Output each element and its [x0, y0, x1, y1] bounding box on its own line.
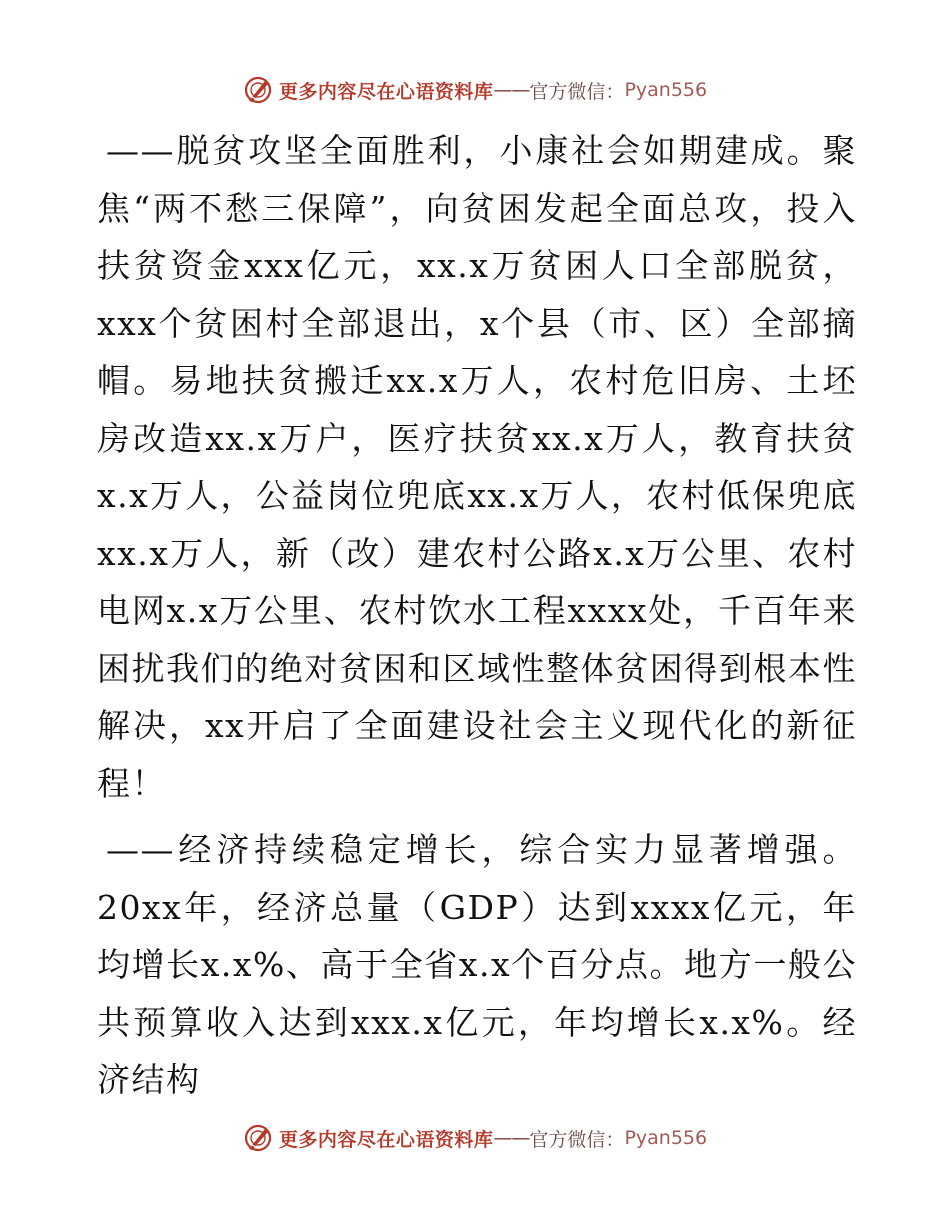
header-banner [0, 70, 950, 110]
banner-wechat-label: 官方微信： [529, 80, 625, 103]
quill-pen-logo-icon [243, 75, 273, 105]
banner-slogan: 更多内容尽在心语资料库 [278, 80, 494, 103]
banner-wechat-id: Pyan556 [624, 79, 708, 101]
footer-banner [0, 1118, 950, 1158]
paragraph-poverty-alleviation: ——脱贫攻坚全面胜利，小康社会如期建成。聚焦“两不愁三保障”，向贫困发起全面总攻，投入扶贫资金xxx亿元，xx.x万贫困人口全部脱贫，xxx个贫困村全部退出，x个县（市、区）全部摘帽。易地扶贫搬迁xx.x万人，农村危旧房、土坯房改造xx.x万户，医疗扶贫xx.x万人，教育扶贫x.x万人，公益岗位兜底xx.x万人，农村低保兜底xx.x万人，新（改）建农村公路x.x万公里、农村电网x.x万公里、农村饮水工程xxxx处，千百年来困扰我们的绝对贫困和区域性整体贫困得到根本性解决，xx开启了全面建设社会主义现代化的新征程！ [97, 131, 857, 803]
banner-wechat-id: Pyan556 [624, 1127, 708, 1149]
banner-dash: —— [493, 79, 530, 101]
banner-wechat-label: 官方微信： [529, 1128, 625, 1151]
quill-pen-logo-icon [243, 1123, 273, 1153]
banner-slogan: 更多内容尽在心语资料库 [278, 1128, 494, 1151]
banner-dash: —— [493, 1127, 530, 1149]
document-body [97, 122, 857, 1118]
paragraph-economic-growth: ——经济持续稳定增长，综合实力显著增强。20xx年，经济总量（GDP）达到xxxx亿元，年均增长x.x%、高于全省x.x个百分点。地方一般公共预算收入达到xxx.x亿元，年均增长x.x%。经济结构 [97, 830, 857, 1099]
